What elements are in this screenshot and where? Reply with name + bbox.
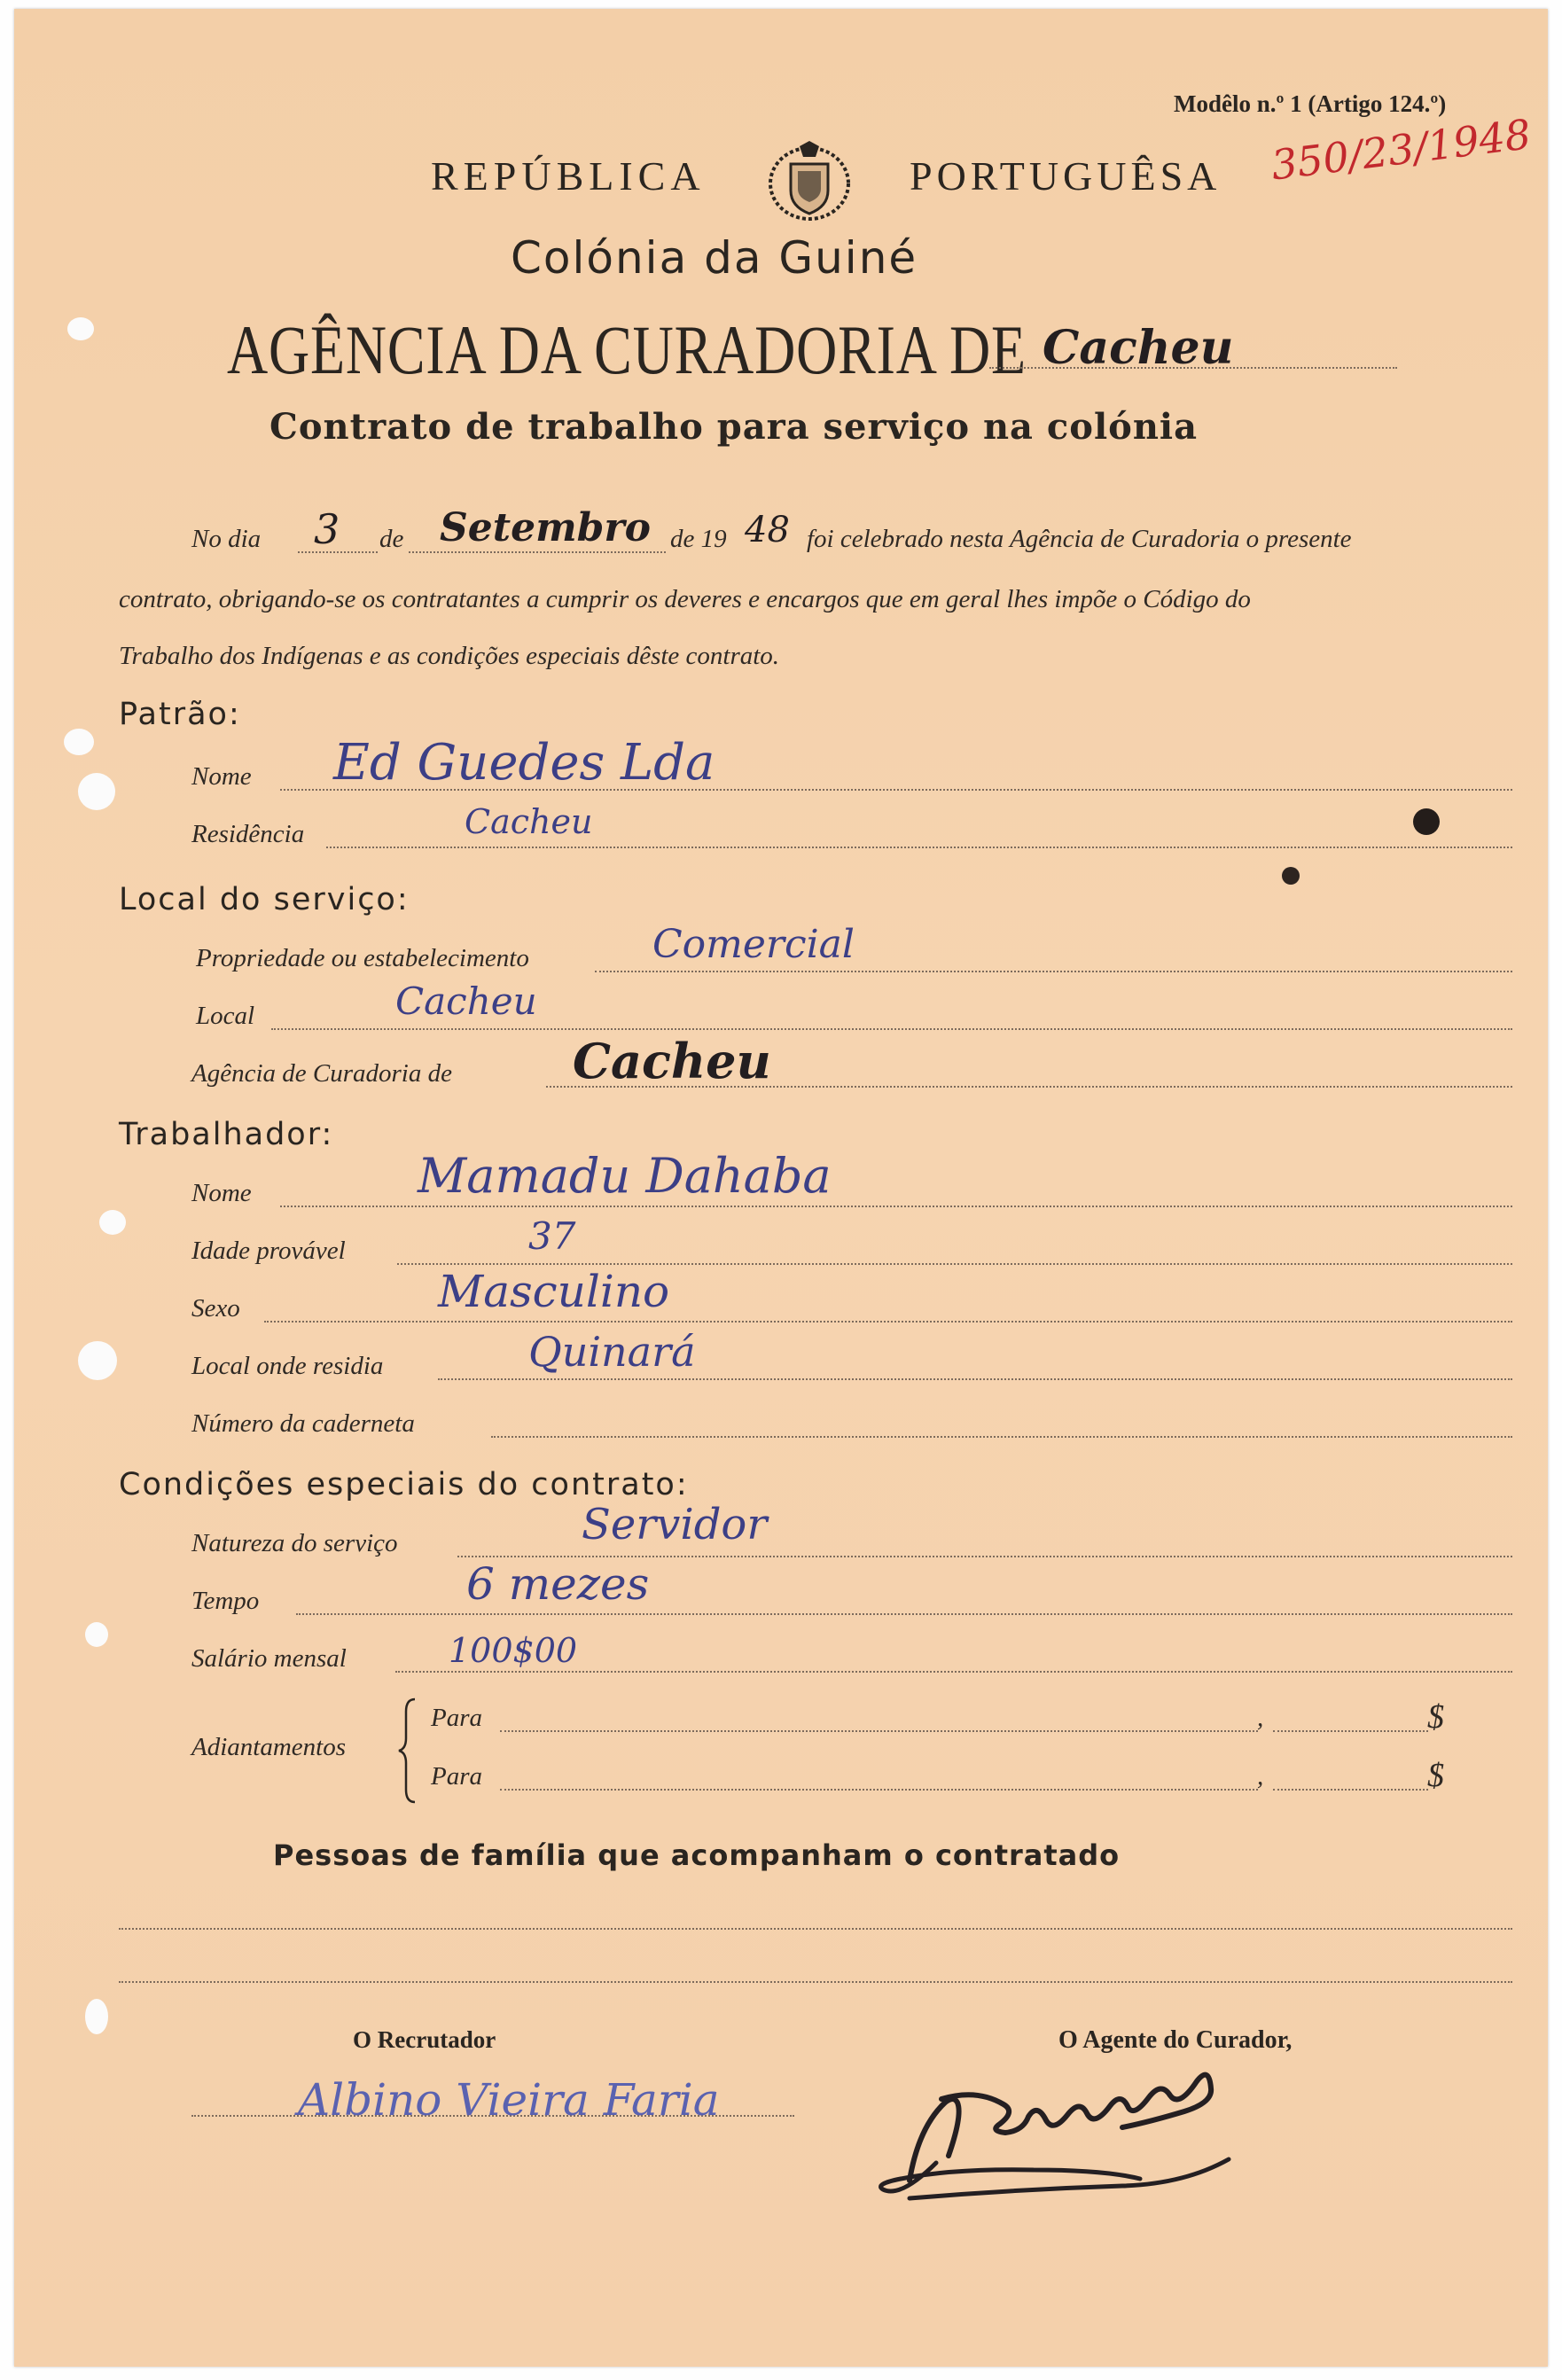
residia-value: Quinará (528, 1328, 696, 1376)
para-label-1: Para (431, 1704, 482, 1732)
punch-hole (85, 1999, 108, 2034)
patrao-heading: Patrão: (119, 697, 241, 732)
residia-label: Local onde residia (191, 1352, 384, 1380)
contract-title: Contrato de trabalho para serviço na colónia (269, 406, 1199, 448)
idade-value: 37 (528, 1214, 576, 1258)
propriedade-label: Propriedade ou estabelecimento (196, 944, 529, 972)
adiantamentos-brace (397, 1697, 418, 1804)
sexo-label: Sexo (191, 1294, 240, 1323)
patrao-residencia-line (326, 847, 1512, 848)
trabalhador-nome-line (280, 1206, 1512, 1207)
tempo-label: Tempo (191, 1587, 260, 1615)
para-label-2: Para (431, 1762, 482, 1791)
propriedade-line (595, 971, 1512, 972)
file-number-stamp: 350/23/1948 (1269, 110, 1534, 190)
trabalhador-nome-value: Mamadu Dahaba (418, 1148, 832, 1204)
agency-prefix: AGÊNCIA DA CURADORIA DE (227, 311, 1027, 388)
intro-line1-rest: foi celebrado nesta Agência de Curadoria o presente (807, 525, 1352, 553)
intro-no-dia: No dia (191, 525, 262, 553)
punch-hole (67, 317, 94, 340)
caderneta-label: Número da caderneta (191, 1409, 415, 1438)
local-servico-heading: Local do serviço: (119, 882, 410, 917)
para-comma-1: , (1257, 1704, 1264, 1732)
trabalhador-nome-label: Nome (191, 1179, 252, 1207)
ink-blot (1413, 808, 1440, 835)
patrao-residencia-value: Cacheu (465, 802, 593, 841)
familia-line-1 (119, 1928, 1512, 1930)
caderneta-line (491, 1436, 1512, 1438)
intro-day: 3 (314, 505, 340, 553)
patrao-nome-value: Ed Guedes Lda (333, 734, 715, 792)
recrutador-signature: Albino Vieira Faria (298, 2074, 720, 2126)
propriedade-value: Comercial (652, 922, 855, 967)
agencia-label: Agência de Curadoria de (191, 1059, 452, 1088)
natureza-value: Servidor (582, 1500, 768, 1549)
intro-de2: de 19 (670, 525, 727, 553)
agencia-value: Cacheu (573, 1033, 771, 1089)
adiantamentos-label: Adiantamentos (191, 1733, 346, 1761)
colony-name: Colónia da Guiné (511, 232, 918, 284)
intro-month: Setembro (440, 505, 651, 550)
tempo-line (296, 1613, 1512, 1615)
para-comma-2: , (1257, 1762, 1264, 1791)
local-value: Cacheu (395, 979, 537, 1023)
local-label: Local (196, 1002, 255, 1030)
intro-de1: de (379, 525, 404, 553)
punch-hole (78, 1341, 117, 1380)
republic-right: PORTUGUÊSA (910, 153, 1222, 199)
punch-hole (99, 1210, 126, 1235)
patrao-residencia-label: Residência (191, 820, 305, 848)
para-escudo-2: $ (1427, 1757, 1444, 1794)
intro-line2: contrato, obrigando-se os contratantes a cumprir os deveres e encargos que em geral lhes impõe o Código do (119, 585, 1251, 613)
ink-blot (1282, 867, 1300, 885)
patrao-nome-label: Nome (191, 762, 252, 791)
salario-value: 100$00 (449, 1631, 578, 1670)
agente-label: O Agente do Curador, (1058, 2026, 1293, 2054)
republic-left: REPÚBLICA (431, 153, 706, 199)
idade-label: Idade provável (191, 1237, 346, 1265)
residia-line (438, 1378, 1512, 1380)
familia-line-2 (119, 1981, 1512, 1983)
trabalhador-heading: Trabalhador: (119, 1117, 334, 1152)
intro-line3: Trabalho dos Indígenas e as condições especiais dêste contrato. (119, 642, 780, 670)
agente-signature (856, 2048, 1264, 2216)
coat-of-arms-icon (761, 137, 858, 226)
idade-line (397, 1263, 1512, 1265)
recrutador-label: O Recrutador (353, 2026, 496, 2053)
punch-hole (85, 1622, 108, 1647)
model-reference: Modêlo n.º 1 (Artigo 124.º) (1174, 90, 1447, 117)
para-line-1 (500, 1730, 1258, 1732)
agency-handwritten: Cacheu (1043, 321, 1234, 375)
punch-hole (64, 729, 94, 755)
sexo-value: Masculino (438, 1266, 670, 1317)
natureza-line (457, 1556, 1512, 1557)
punch-hole (78, 773, 115, 810)
para-escudo-1: $ (1427, 1698, 1444, 1736)
para-amount-line-1 (1273, 1730, 1428, 1732)
familia-heading: Pessoas de família que acompanham o contratado (273, 1838, 1121, 1872)
salario-line (395, 1671, 1512, 1673)
natureza-label: Natureza do serviço (191, 1529, 398, 1557)
month-line (409, 551, 666, 553)
sexo-line (264, 1321, 1512, 1323)
condicoes-heading: Condições especiais do contrato: (119, 1467, 689, 1502)
salario-label: Salário mensal (191, 1644, 347, 1673)
para-line-2 (500, 1789, 1258, 1791)
local-line (271, 1028, 1512, 1030)
para-amount-line-2 (1273, 1789, 1428, 1791)
tempo-value: 6 mezes (466, 1558, 650, 1610)
intro-year: 48 (745, 510, 790, 550)
form-sheet (14, 9, 1548, 2367)
